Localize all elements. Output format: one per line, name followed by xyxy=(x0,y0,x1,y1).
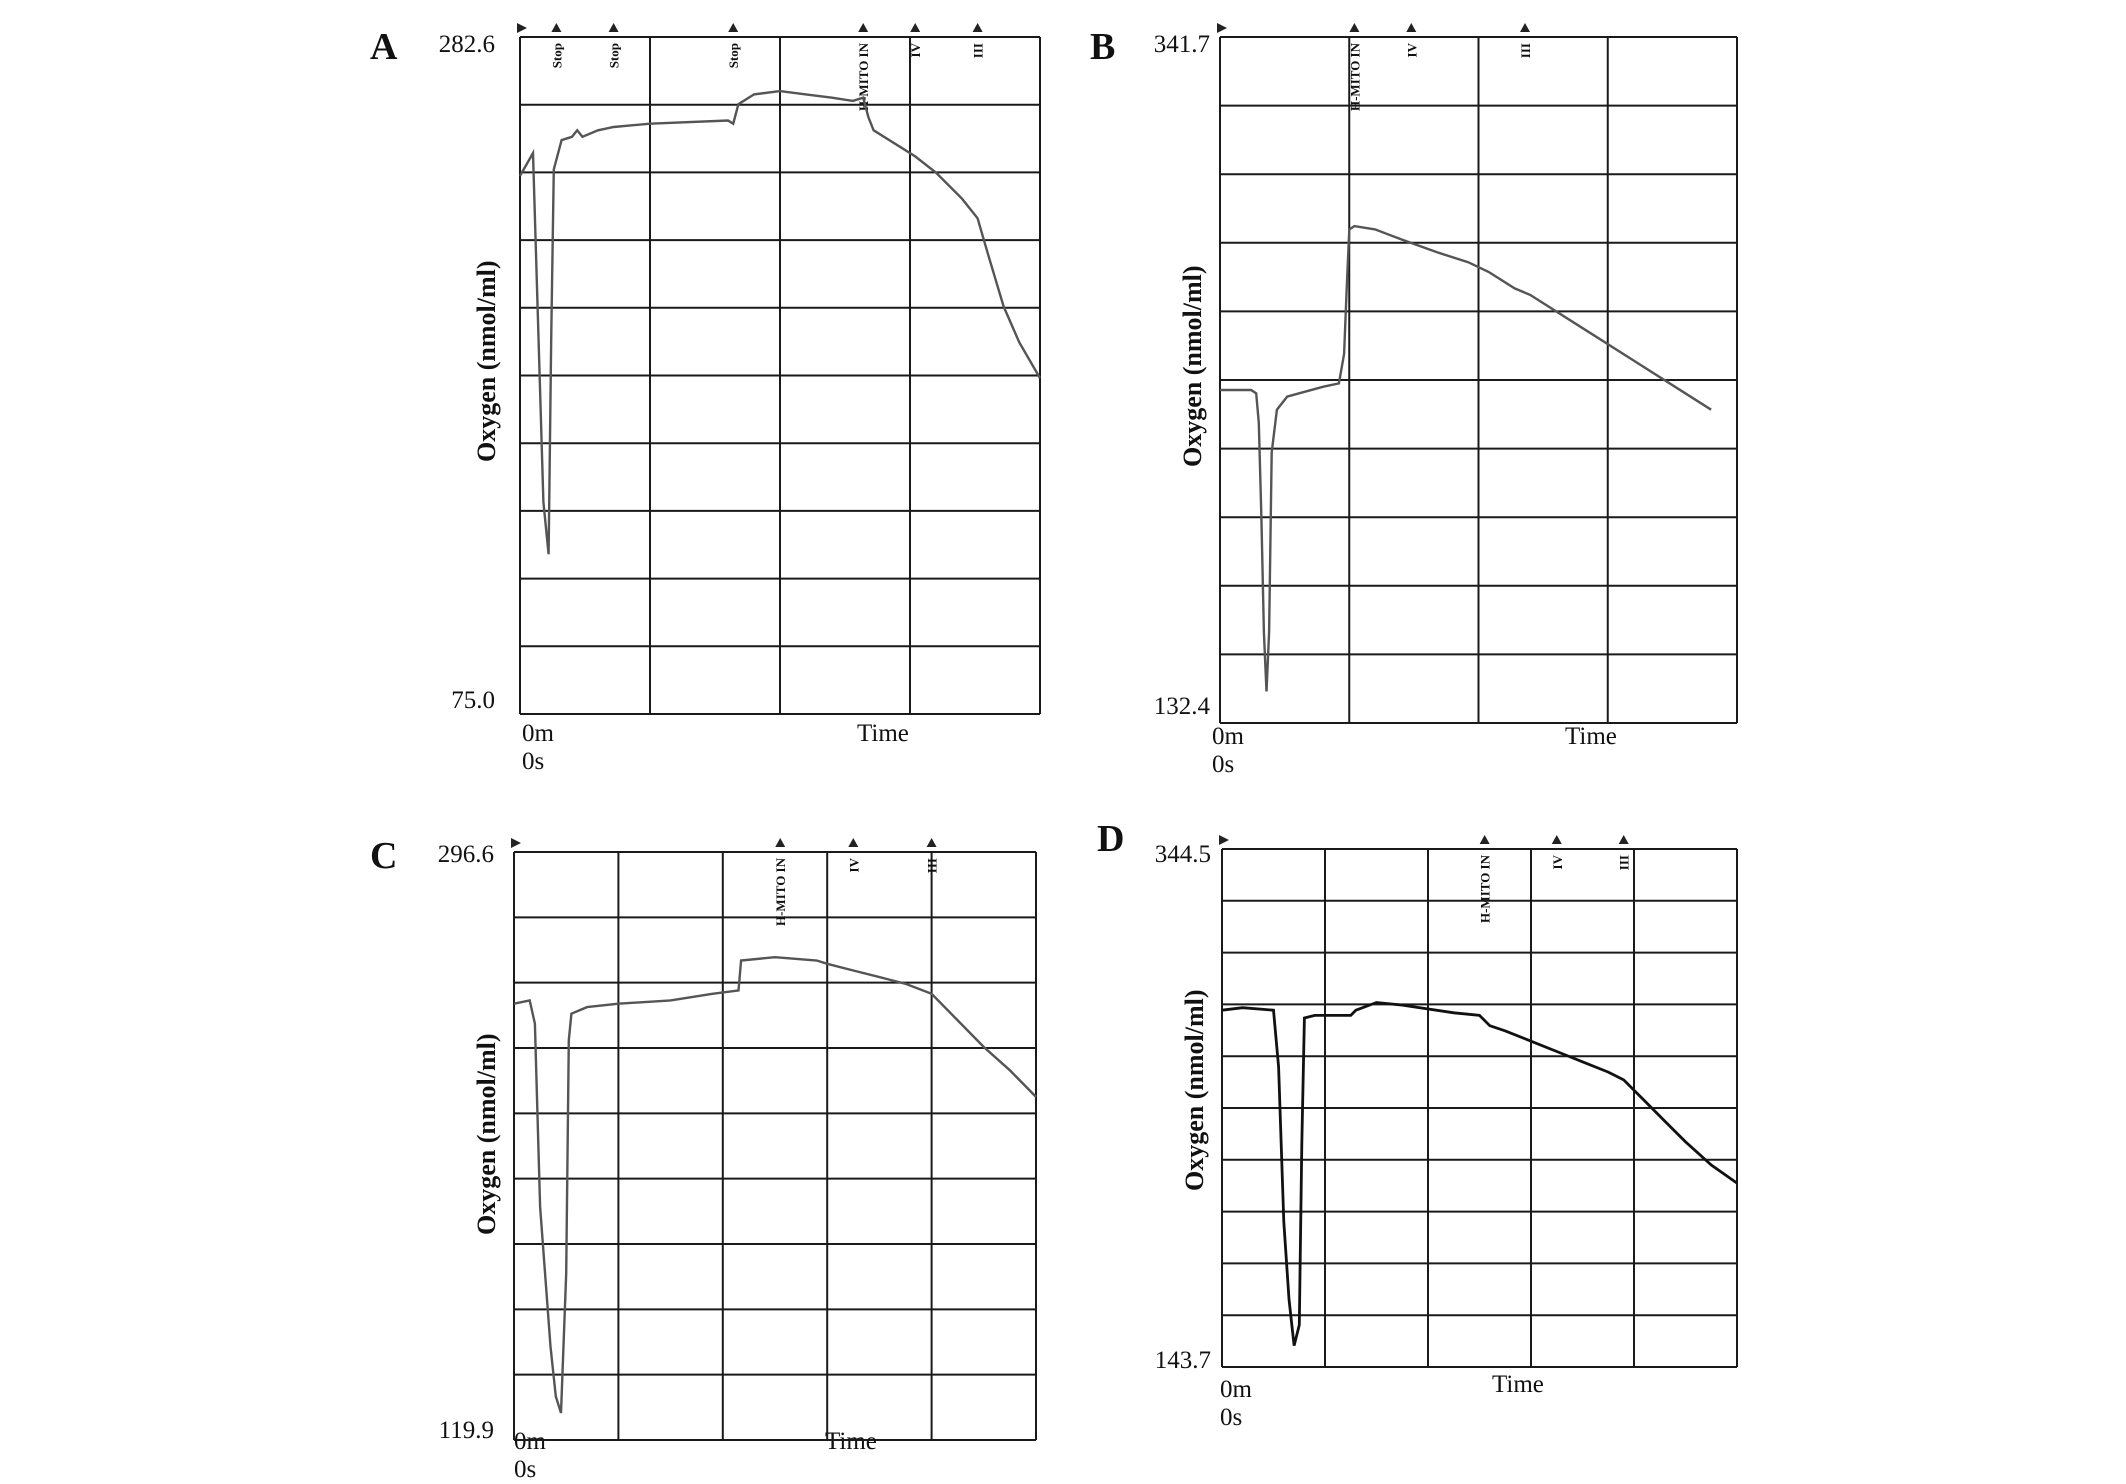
event-marker xyxy=(1406,23,1416,32)
event-label: Stop xyxy=(606,43,622,69)
grid xyxy=(514,852,1036,1440)
x-axis-label: Time xyxy=(1492,1371,1544,1398)
y-min-label: 143.7 xyxy=(1154,1347,1211,1374)
event-marker xyxy=(551,23,561,32)
panel-letter-b: B xyxy=(1090,26,1116,68)
event-marker xyxy=(910,23,920,32)
panel-letter-d: D xyxy=(1097,818,1125,860)
event-label: H-MITO IN xyxy=(856,43,872,112)
event-marker xyxy=(1480,835,1490,844)
event-label: IV xyxy=(1549,855,1565,870)
event-label: III xyxy=(970,43,986,59)
event-marker xyxy=(728,23,738,32)
event-label: Stop xyxy=(549,43,565,69)
event-label: IV xyxy=(846,858,862,873)
panel-letter-a: A xyxy=(370,26,398,68)
event-label: IV xyxy=(908,43,924,58)
oxygen-trace xyxy=(1222,1003,1737,1346)
grid xyxy=(520,37,1040,714)
x-axis-label: Time xyxy=(1565,723,1617,750)
y-max-label: 282.6 xyxy=(438,31,495,58)
event-label: IV xyxy=(1404,43,1420,58)
y-axis-label: Oxygen (nmol/ml) xyxy=(472,1033,501,1235)
panel-letter-c: C xyxy=(370,835,398,877)
x-axis-label: Time xyxy=(857,720,909,747)
oxygen-trace xyxy=(1220,226,1711,691)
event-marker xyxy=(775,838,785,847)
y-max-label: 344.5 xyxy=(1154,841,1211,868)
event-marker xyxy=(1552,835,1562,844)
start-marker xyxy=(517,23,527,33)
x-start-label: 0m 0s xyxy=(1212,723,1244,778)
event-label: III xyxy=(1518,43,1534,59)
event-marker xyxy=(973,23,983,32)
start-marker xyxy=(1219,835,1229,845)
x-start-label: 0m 0s xyxy=(514,1428,546,1483)
event-label: H-MITO IN xyxy=(1347,43,1363,112)
y-max-label: 341.7 xyxy=(1153,31,1210,58)
panel-b-plot xyxy=(1220,37,1737,723)
panel-a-plot xyxy=(520,37,1040,714)
panel-c-plot xyxy=(514,852,1036,1440)
event-label: III xyxy=(1616,855,1632,871)
event-marker xyxy=(609,23,619,32)
y-max-label: 296.6 xyxy=(437,841,494,868)
x-start-label: 0m 0s xyxy=(522,720,554,775)
y-min-label: 75.0 xyxy=(451,687,495,714)
grid xyxy=(1220,37,1737,723)
event-label: III xyxy=(924,858,940,874)
y-axis-label: Oxygen (nmol/ml) xyxy=(472,260,501,462)
event-marker xyxy=(858,23,868,32)
panel-d-plot xyxy=(1222,849,1737,1367)
event-marker xyxy=(1520,23,1530,32)
event-label: Stop xyxy=(726,43,742,69)
event-label: H-MITO IN xyxy=(1477,855,1493,924)
start-marker xyxy=(511,838,521,848)
start-marker xyxy=(1217,23,1227,33)
x-axis-label: Time xyxy=(825,1428,877,1455)
event-marker xyxy=(848,838,858,847)
oxygen-trace xyxy=(514,957,1036,1413)
event-marker xyxy=(1349,23,1359,32)
y-min-label: 132.4 xyxy=(1153,693,1210,720)
y-axis-label: Oxygen (nmol/ml) xyxy=(1178,265,1207,467)
event-marker xyxy=(1619,835,1629,844)
y-min-label: 119.9 xyxy=(438,1417,494,1444)
y-axis-label: Oxygen (nmol/ml) xyxy=(1180,989,1209,1191)
event-marker xyxy=(927,838,937,847)
x-start-label: 0m 0s xyxy=(1220,1376,1252,1431)
event-label: H-MITO IN xyxy=(773,858,789,927)
